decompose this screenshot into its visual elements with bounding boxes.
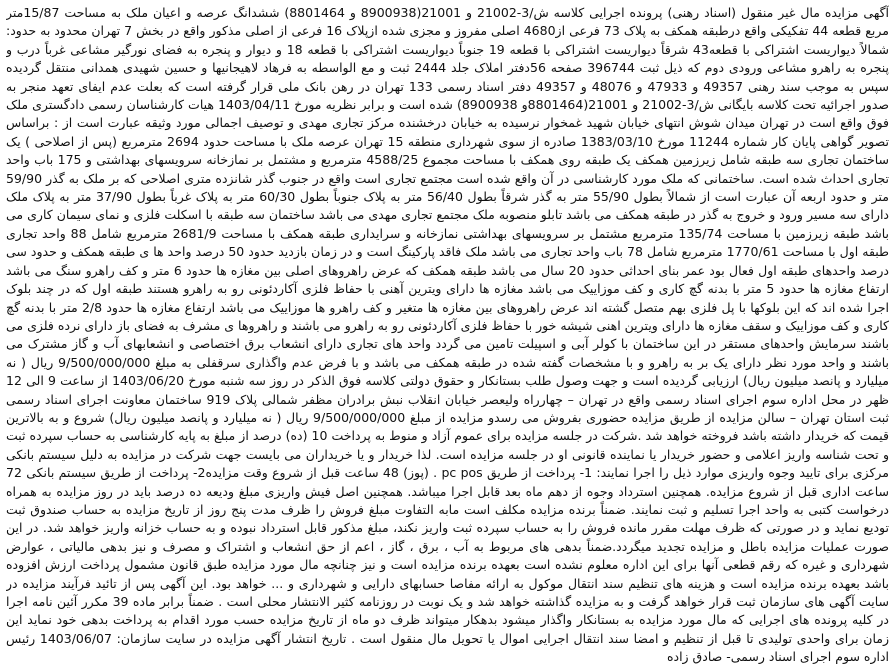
auction-notice-text: آگهی مزایده مال غیر منقول (اسناد رهنی) پرونده اجرایی کلاسه ش/3-21002 و 21001(8900938 و 8801464) ششدانگ عرصه و اعیان ملک به مساحت 15/87متر مربع قطعه 44 تفکیکی واقع درطبقه همکف به پلاک 73 فرعی از4680 اصلی مفروز و مجزی شده ازپلاک 16 فرعی از اصلی مذکور واقع در بخش 7 تهران محدود به حدود: شمالاً دیواریست اشتراکی با قطعه43 شرقاً دیواریست اشتراکی با قطعه 19 جنوباً دیواریست اشتراکی با قطعه 18 و دیوار و پنجره به فضای نورگیر مشاعی غرباً درب و پنجره به راهرو مشاعی ورودی دوم که ذیل ثبت 396744 صفحه 56دفتر املاک جلد 2444 ثبت و مع الواسطه به فرهاد لاهیجانیها و حسین شهیدی همدانی منتقل گردیده سپس به موجب سند رهنی 49357 و 47933 و 48076 و 49357 دفتر اسناد رسمی 133 تهران در رهن بانک ملی قرار گرفته است که بعلت عدم ایفای تعهد منجر به صدور اجرائیه تحت کلاسه بایگانی ش/3-21002 و 21001(8801464و 8900938) شده است و برابر نظریه مورخ 1403/04/11 هیات کارشناسان رسمی دادگستری ملک فوق واقع است در تهران میدان شوش انتهای خیابان شهید غمخوار نرسیده به خیابان درخشنده مرکز تجاری مهدی و توصیف اجمالی مورد وثیقه عبارت است از : براساس تصویر گواهی پایان کار شماره 11244 مورخ 1383/03/10 صادره از سوی شهرداری منطقه 15 تهران عرصه ملک با مساحت حدود 2694 مترمربع (پس از اصلاحی ) یک ساختمان تجاری سه طبقه شامل زیرزمین همکف یک طبقه روی همکف با مساحت مجموع 4588/25 مترمربع و مشتمل بر نمازخانه سرویسهای بهداشتی و 175 باب واحد تجاری احداث شده است. ساختمانی که ملک مورد کارشناسی در آن واقع شده است مجتمع تجاری است واقع در جنوب گذر شانزده متری اصلاحی که بر ملک به گذر 59/90 متر و حدود اربعه آن عبارت است از شمالاً بطول 55/90 متر به گذر شرقاً بطول 56/40 متر به پلاک جنوباً بطول 60/30 متر به پلاک غرباً بطول 37/90 متر به پلاک ملک دارای سه مسیر ورود و خروج به گذر در طبقه همکف می باشد تابلو منصوبه ملک مجتمع تجاری مهدی می باشد ساختمان سه طبقه با اسکلت فلزی و نمای سیمان کاری می باشد طبقه زیرزمین با مساحت 135/74 مترمربع مشتمل بر سرویسهای بهداشتی نمازخانه و سرایداری طبقه همکف با مساحت 2681/9 مترمربع شامل 88 واحد تجاری طبقه اول با مساحت 1770/61 مترمربع شامل 78 باب واحد تجاری می باشد ملک فاقد پارکینگ است و در زمان بازدید حدود 50 درصد واحد ها ی طبقه همکف و حدود سی درصد واحدهای طبقه اول فعال بود عمر بنای احداثی حدود 20 سال می باشد طبقه همکف که عرض راهروهای اصلی بین مغازه ها حدود 6 متر و کف راهرو سنگ می باشد ارتفاع مغازه ها حدود 5 متر با بدنه گچ کاری و کف موزاییک می باشد مغازه ها دارای ویترین آهنی با حفاظ فلزی آکاردئونی رو به راهرو هستند طبقه اول که در چند بلوک اجرا شده اند که این بلوکها با پل فلزی بهم متصل گشته اند عرض راهروهای بین مغازه ها متغیر و کف راهرو ها موزاییک می باشد ارتفاع مغازه ها حدود 2/8 متر با بدنه گچ کاری و کف موزاییک و سقف مغازه ها دارای ویترین اهنی شیشه خور با حفاظ فلزی آکاردئونی رو به راهرو می باشند و راهروها ی مشرف به فضای باز دارای نرده فلزی می باشند سرمایش واحدهای مستقر در این ساختمان با کولر آبی و اسپیلت تامین می گردد واحد های تجاری دارای انشعاب برق اختصاصی و انشعابهای آب و گاز مشترک می باشند و واحد مورد نظر دارای یک بر به راهرو و با مشخصات گفته شده در طبقه همکف می باشد و با فرض عدم واگذاری سرقفلی به مبلغ 9/500/000/000 ریال ( نه میلیارد و پانصد میلیون ریال) ارزیابی گردیده است و جهت وصول طلب بستانکار و حقوق دولتی کلاسه فوق الذکر در روز سه شنبه مورخ 1403/06/20 از ساعت 9 الی 12 ظهر در محل اداره سوم اجرای اسناد رسمی واقع در تهران – چهارراه ولیعصر خیابان انقلاب نبش برادران مظفر شمالی پلاک 919 ساختمان معاونت اجرای اسناد رسمی ثبت استان تهران – سالن مزایده از طریق مزایده حضوری بفروش می رسدو مزایده از مبلغ 9/500/000/000 ریال ( نه میلیارد و پانصد میلیون ریال) شروع و به بالاترین قیمت که خریدار داشته باشد فروخته خواهد شد .شرکت در جلسه مزایده برای عموم آزاد و منوط به پرداخت 10 (ده) درصد از مبلغ به پایه کارشناسی به حساب سپرده ثبت و تحت شناسه واریز اعلامی و حضور خریدار یا نماینده قانونی او در جلسه مزایده است. لذا خریدار و یا خریداران می بایست جهت شرکت در مزایده به دلیل سیستم بانکی مرکزی برای تایید وجوه واریزی موارد ذیل را اجرا نمایند: 1- پرداخت از طریق pc pos . (پوز) 48 ساعت قبل از شروع وقت مزایده2- پرداخت از طریق سیستم بانکی 72 ساعت اداری قبل از شروع مزایده. همچنین استرداد وجوه از دهم ماه بعد قابل اجرا میباشد. همچنین اصل فیش واریزی مبلغ ودیعه ده درصد باید در روز مزایده به همراه درخواست کتبی به واحد اجرا تسلیم و ثبت نمایند. ضمناً برنده مزایده مکلف است مابه التفاوت مبلغ فروش را ظرف مدت پنج روز از تاریخ مزایده به حساب صندوق ثبت تودیع نماید و در صورتی که ظرف مهلت مقرر مانده فروش را به حساب سپرده ثبت واریز نکند، مبلغ مذکور قابل استرداد نبوده و به حساب خزانه واریز خواهد شد. در این صورت عملیات مزایده باطل و مزایده تجدید میگردد.ضمناً بدهی های مربوط به آب ، برق ، گاز ، اعم از حق انشعاب و اشتراک و مصرف و نیز بدهی مالیاتی ، عوارض شهرداری و غیره که رقم قطعی آنها برای این اداره معلوم نشده است بعهده برنده مزایده است و نیز چنانچه مال مورد مزایده طبق قانون مشمول پرداخت ارزش افزوده باشد بعهده برنده مزایده است و هزینه های تنظیم سند انتقال موکول به ارائه مفاصا حسابهای دارایی و شهرداری و ... خواهد بود. این آگهی پس از تائید فرآیند مزایده در سایت آگهی های سازمان ثبت قرار خواهد گرفت و به مزایده گذاشته خواهد شد و یک نوبت در روزنامه کثیر الانتشار محلی است . ضمناً برابر ماده 39 مکرر آئین نامه اجرا در کلیه پرونده های اجرایی که مال مورد مزایده به بستانکار واگذار میشود بدهکار میتواند ظرف دو ماه از تاریخ مزایده حسب مورد اقدام به پرداخت بدهی خود نماید این زمان برای واحدی تولیدی تا قبل از تنظیم و امضا سند انتقال اجرایی اموال یا تحویل مال منقول است . تاریخ انتشار آگهی مزایده در سایت سازمان: 1403/06/07 رئیس اداره سوم اجرای اسناد رسمی- صادق زاده [6,5,889,665]
document-page [6,4,889,667]
